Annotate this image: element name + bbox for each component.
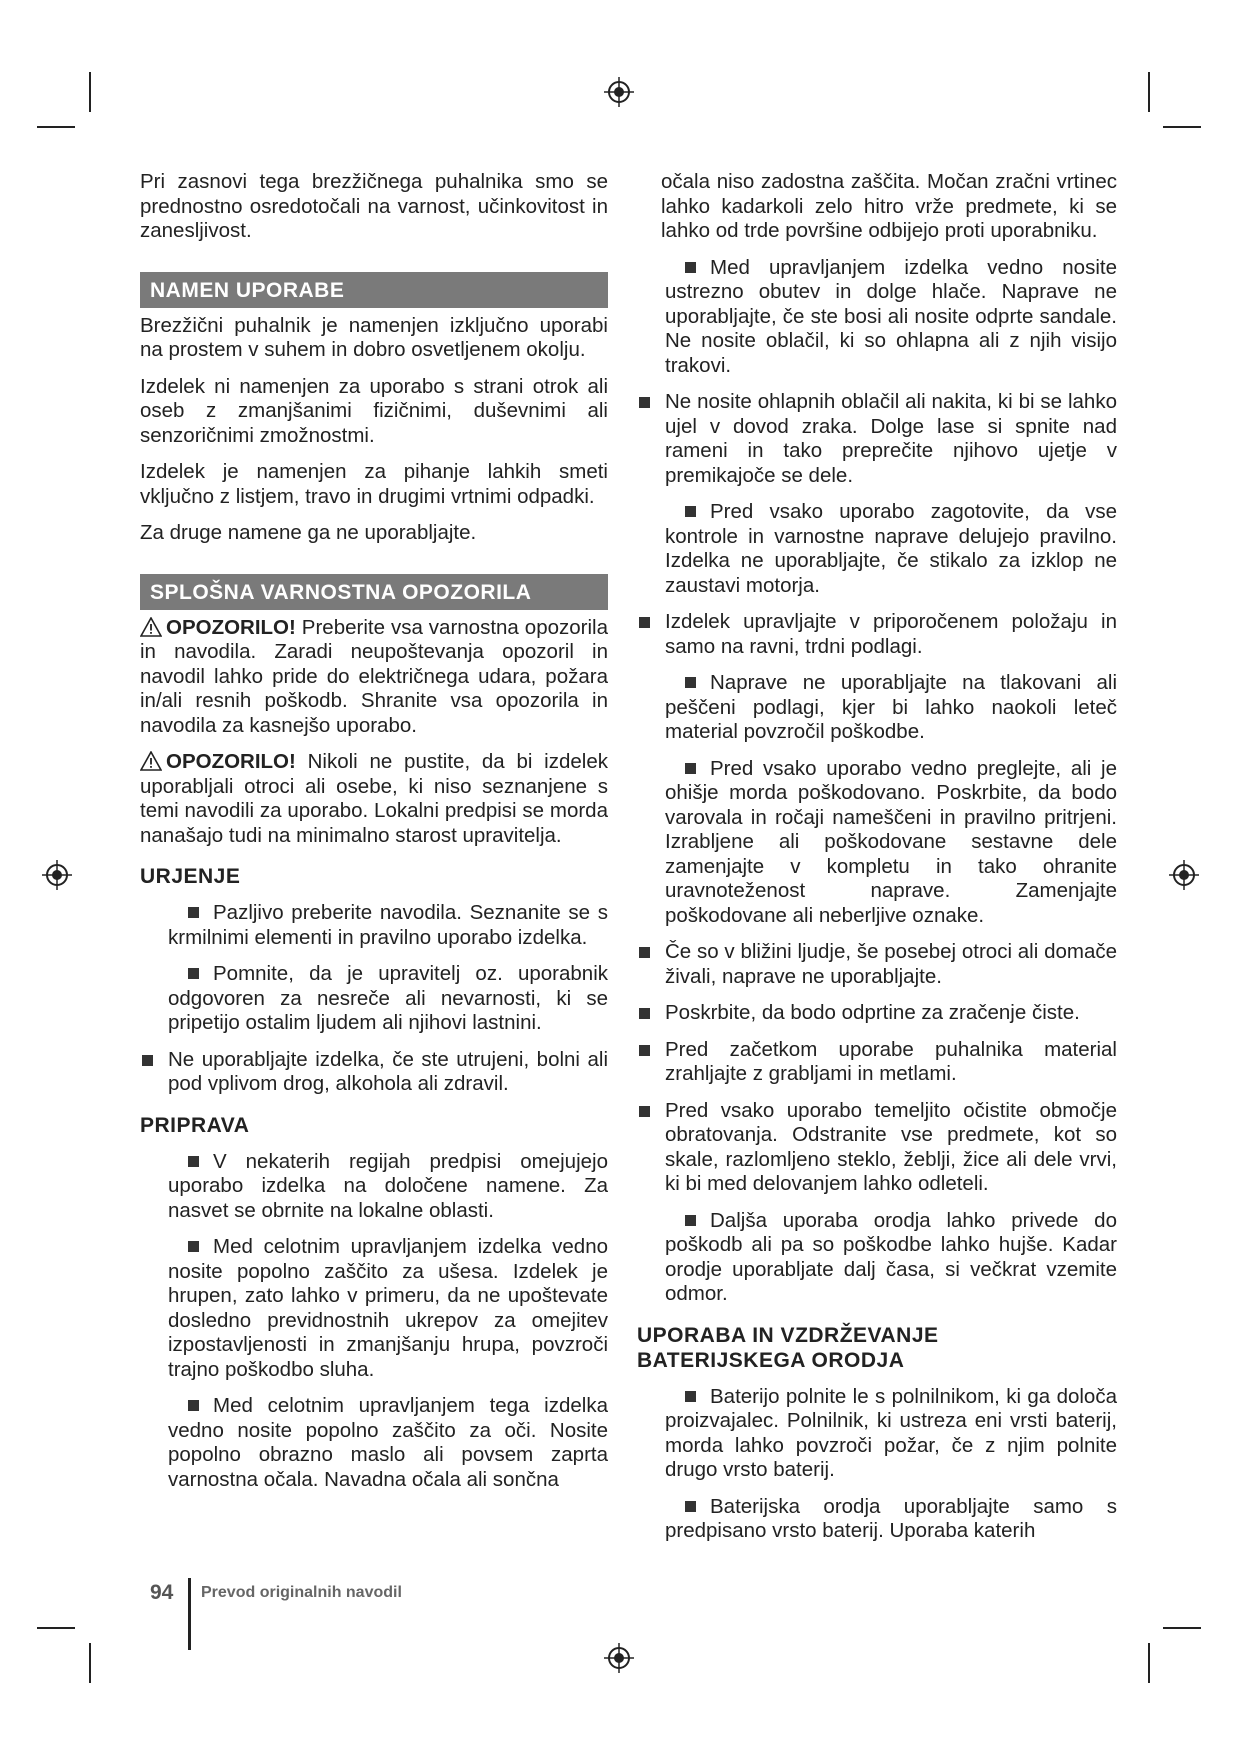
square-bullet-icon	[685, 1501, 696, 1512]
square-bullet-icon	[639, 1106, 650, 1117]
list-item	[637, 1495, 1117, 1544]
list-item-text: Med upravljanjem izdelka vedno nosite ustrezno obutev in dolge hlače. Naprave ne uporabljajte, če ste bosi ali nosite odprte sandale. Ne nosite oblačil, ki so ohlapna ali z njih visijo trakovi.	[665, 255, 1117, 377]
crop-mark-br-h	[1163, 1627, 1201, 1629]
list-item-text: Pazljivo preberite navodila. Seznanite se s krmilnimi elementi in pravilno uporabo izdelka.	[168, 901, 608, 949]
crop-mark-tl-h	[37, 126, 75, 128]
square-bullet-icon	[685, 262, 696, 273]
list-item	[140, 962, 608, 1036]
square-bullet-icon	[685, 506, 696, 517]
crop-mark-br-v	[1148, 1643, 1150, 1683]
footer-text: Prevod originalnih navodil	[201, 1584, 402, 1601]
warning-text: Nikoli ne pustite, da bi izdelek uporabljali otroci ali osebe, ki niso seznanjene s temi navodili za uporabo. Lokalni predpisi se morda nanašajo tudi na minimalno starost upravitelja.	[140, 750, 608, 847]
crop-mark-tr-h	[1163, 126, 1201, 128]
list-item-text: Pomnite, da je upravitelj oz. uporabnik odgovoren za nesreče ali nevarnosti, ki se pripetijo ostalim ljudem ali njihovi lastnini.	[168, 962, 608, 1034]
intro-paragraph: Pri zasnovi tega brezžičnega puhalnika smo se prednostno osredotočali na varnost, učinkovitost in zanesljivost.	[140, 170, 608, 242]
warning-text: Preberite vsa varnostna opozorila in navodila. Zaradi neupoštevanja opozoril in navodil lahko pride do električnega udara, požara in/ali resnih poškodb. Shranite vsa opozorila in navodila za kasnejšo uporabo.	[140, 615, 608, 737]
square-bullet-icon	[685, 677, 696, 688]
square-bullet-icon	[188, 1400, 199, 1411]
warning-paragraph	[140, 616, 608, 739]
list-item	[637, 610, 1117, 659]
paragraph: Za druge namene ga ne uporabljajte.	[140, 521, 477, 544]
list-item	[637, 757, 1117, 929]
list-item	[637, 1038, 1117, 1087]
square-bullet-icon	[639, 397, 650, 408]
list-item	[140, 1235, 608, 1382]
list-item	[637, 1099, 1117, 1197]
list-item-text: Baterijska orodja uporabljajte samo s predpisano vrsto baterij. Uporaba katerih	[665, 1494, 1117, 1542]
list-item	[140, 1048, 608, 1097]
crop-mark-tl-v	[89, 72, 91, 112]
list-item-text: Pred začetkom uporabe puhalnika material zrahljajte z grabljami in metlami.	[665, 1037, 1117, 1085]
crop-mark-bl-v	[89, 1643, 91, 1683]
square-bullet-icon	[639, 1008, 650, 1019]
crop-mark-bl-h	[37, 1627, 75, 1629]
right-column	[637, 170, 1117, 1556]
square-bullet-icon	[142, 1055, 153, 1066]
section-heading-namen-uporabe: NAMEN UPORABE	[140, 272, 608, 308]
list-item	[637, 1001, 1117, 1026]
list-item-text: Če so v bližini ljudje, še posebej otroci ali domače živali, naprave ne uporabljajte.	[665, 940, 1117, 988]
list-item	[140, 901, 608, 950]
square-bullet-icon	[639, 617, 650, 628]
list-item-text: Pred vsako uporabo temeljito očistite območje obratovanja. Odstranite vse predmete, kot so skale, razlomljeno steklo, žeblji, žice ali dele vrvi, ki bi med delovanjem lahko odleteli.	[665, 1098, 1117, 1195]
square-bullet-icon	[188, 968, 199, 979]
list-item-text: Pred vsako uporabo vedno preglejte, ali je ohišje morda poškodovano. Poskrbite, da bodo varovala in ročaji nameščeni in pravilno pritrjeni. Izrabljene ali poškodovane sestavne dele zamenjajte v kompletu in tako ohranite uravnoteženost naprave. Zamenjajte poškodovane ali neberljive oznake.	[665, 756, 1117, 927]
list-item	[637, 390, 1117, 488]
page-number: 94	[150, 1581, 174, 1604]
list-item	[637, 671, 1117, 745]
list-item-text: Daljša uporaba orodja lahko privede do poškodb ali pa so poškodbe lahko hujše. Kadar orodje uporabljate dalj časa, si večkrat vzemite odmor.	[665, 1208, 1117, 1305]
paragraph: Izdelek je namenjen za pihanje lahkih smeti vključno z listjem, travo in drugimi vrtnimi odpadki.	[140, 460, 608, 508]
warning-paragraph	[140, 750, 608, 848]
section-heading-splosna-varnostna-opozorila: SPLOŠNA VARNOSTNA OPOZORILA	[140, 574, 608, 610]
list-item-text: Ne uporabljajte izdelka, če ste utrujeni, bolni ali pod vplivom drog, alkohola ali zdravil.	[168, 1047, 608, 1095]
list-item	[637, 500, 1117, 598]
square-bullet-icon	[188, 1156, 199, 1167]
list-item-text: V nekaterih regijah predpisi omejujejo uporabo izdelka na določene namene. Za nasvet se obrnite na lokalne oblasti.	[168, 1149, 608, 1222]
registration-mark-icon	[42, 860, 72, 890]
paragraph: Izdelek ni namenjen za uporabo s strani otrok ali oseb z zmanjšanimi fizičnimi, duševnimi ali senzoričnimi zmožnostmi.	[140, 374, 608, 447]
paragraph: Brezžični puhalnik je namenjen izključno uporabi na prostem v suhem in dobro osvetljenem okolju.	[140, 313, 608, 361]
list-item	[140, 1150, 608, 1224]
list-item-text: Med celotnim upravljanjem izdelka vedno nosite popolno zaščito za ušesa. Izdelek je hrupen, zato lahko v primeru, da ne upoštevate dosledno previdnostnih ukrepov za omejitev izpostavljenosti in zmanjšanju hrupa, povzroči trajno poškodbo sluha.	[168, 1235, 608, 1381]
warning-label: OPOZORILO!	[166, 615, 296, 639]
warning-triangle-icon	[140, 751, 162, 771]
continued-paragraph: očala niso zadostna zaščita. Močan zračni vrtinec lahko kadarkoli zelo hitro vrže predmete, ki se lahko od trde površine odbijejo proti uporabniku.	[661, 170, 1117, 242]
left-column	[140, 170, 608, 1504]
square-bullet-icon	[639, 1045, 650, 1056]
warning-label: OPOZORILO!	[166, 750, 296, 773]
square-bullet-icon	[188, 1241, 199, 1252]
list-item-text: Izdelek upravljajte v priporočenem položaju in samo na ravni, trdni podlagi.	[665, 610, 1117, 658]
list-item	[637, 256, 1117, 379]
subheading-uporaba-in-vzdrzevanje: UPORABA IN VZDRŽEVANJE BATERIJSKEGA ORODJA	[637, 1323, 939, 1372]
footer-divider	[188, 1578, 191, 1650]
registration-mark-icon	[604, 77, 634, 107]
list-item	[140, 1394, 608, 1492]
list-item-text: Pred vsako uporabo zagotovite, da vse kontrole in varnostne naprave delujejo pravilno. Izdelka ne uporabljajte, če stikalo za izklop ne zaustavi motorja.	[665, 500, 1117, 597]
list-item-text: Naprave ne uporabljajte na tlakovani ali peščeni podlagi, kjer bi lahko naokoli leteč material povzročil poškodbe.	[665, 671, 1117, 743]
list-item-text: Poskrbite, da bodo odprtine za zračenje čiste.	[665, 1001, 1080, 1024]
square-bullet-icon	[188, 907, 199, 918]
list-item	[637, 1385, 1117, 1483]
square-bullet-icon	[685, 1215, 696, 1226]
registration-mark-icon	[604, 1643, 634, 1673]
square-bullet-icon	[639, 947, 650, 958]
list-item-text: Baterijo polnite le s polnilnikom, ki ga določa proizvajalec. Polnilnik, ki ustreza eni vrsti baterij, morda lahko povzroči požar, če z njim polnite drugo vrsto baterij.	[665, 1384, 1117, 1481]
registration-mark-icon	[1169, 860, 1199, 890]
list-item	[637, 940, 1117, 989]
list-item-text: Med celotnim upravljanjem tega izdelka vedno nosite popolno zaščito za oči. Nosite popolno obrazno maslo ali povsem zaprta varnostna očala. Navadna očala ali sončna	[168, 1394, 608, 1491]
warning-triangle-icon	[140, 617, 162, 637]
square-bullet-icon	[685, 1391, 696, 1402]
crop-mark-tr-v	[1148, 72, 1150, 112]
list-item	[637, 1209, 1117, 1307]
list-item-text: Ne nosite ohlapnih oblačil ali nakita, ki bi se lahko ujel v dovod zraka. Dolge lase si spnite nad rameni in tako preprečite njihovo ujetje v premikajoče se dele.	[665, 390, 1117, 487]
subheading-priprava: PRIPRAVA	[140, 1113, 250, 1137]
subheading-urjenje: URJENJE	[140, 865, 241, 888]
square-bullet-icon	[685, 763, 696, 774]
